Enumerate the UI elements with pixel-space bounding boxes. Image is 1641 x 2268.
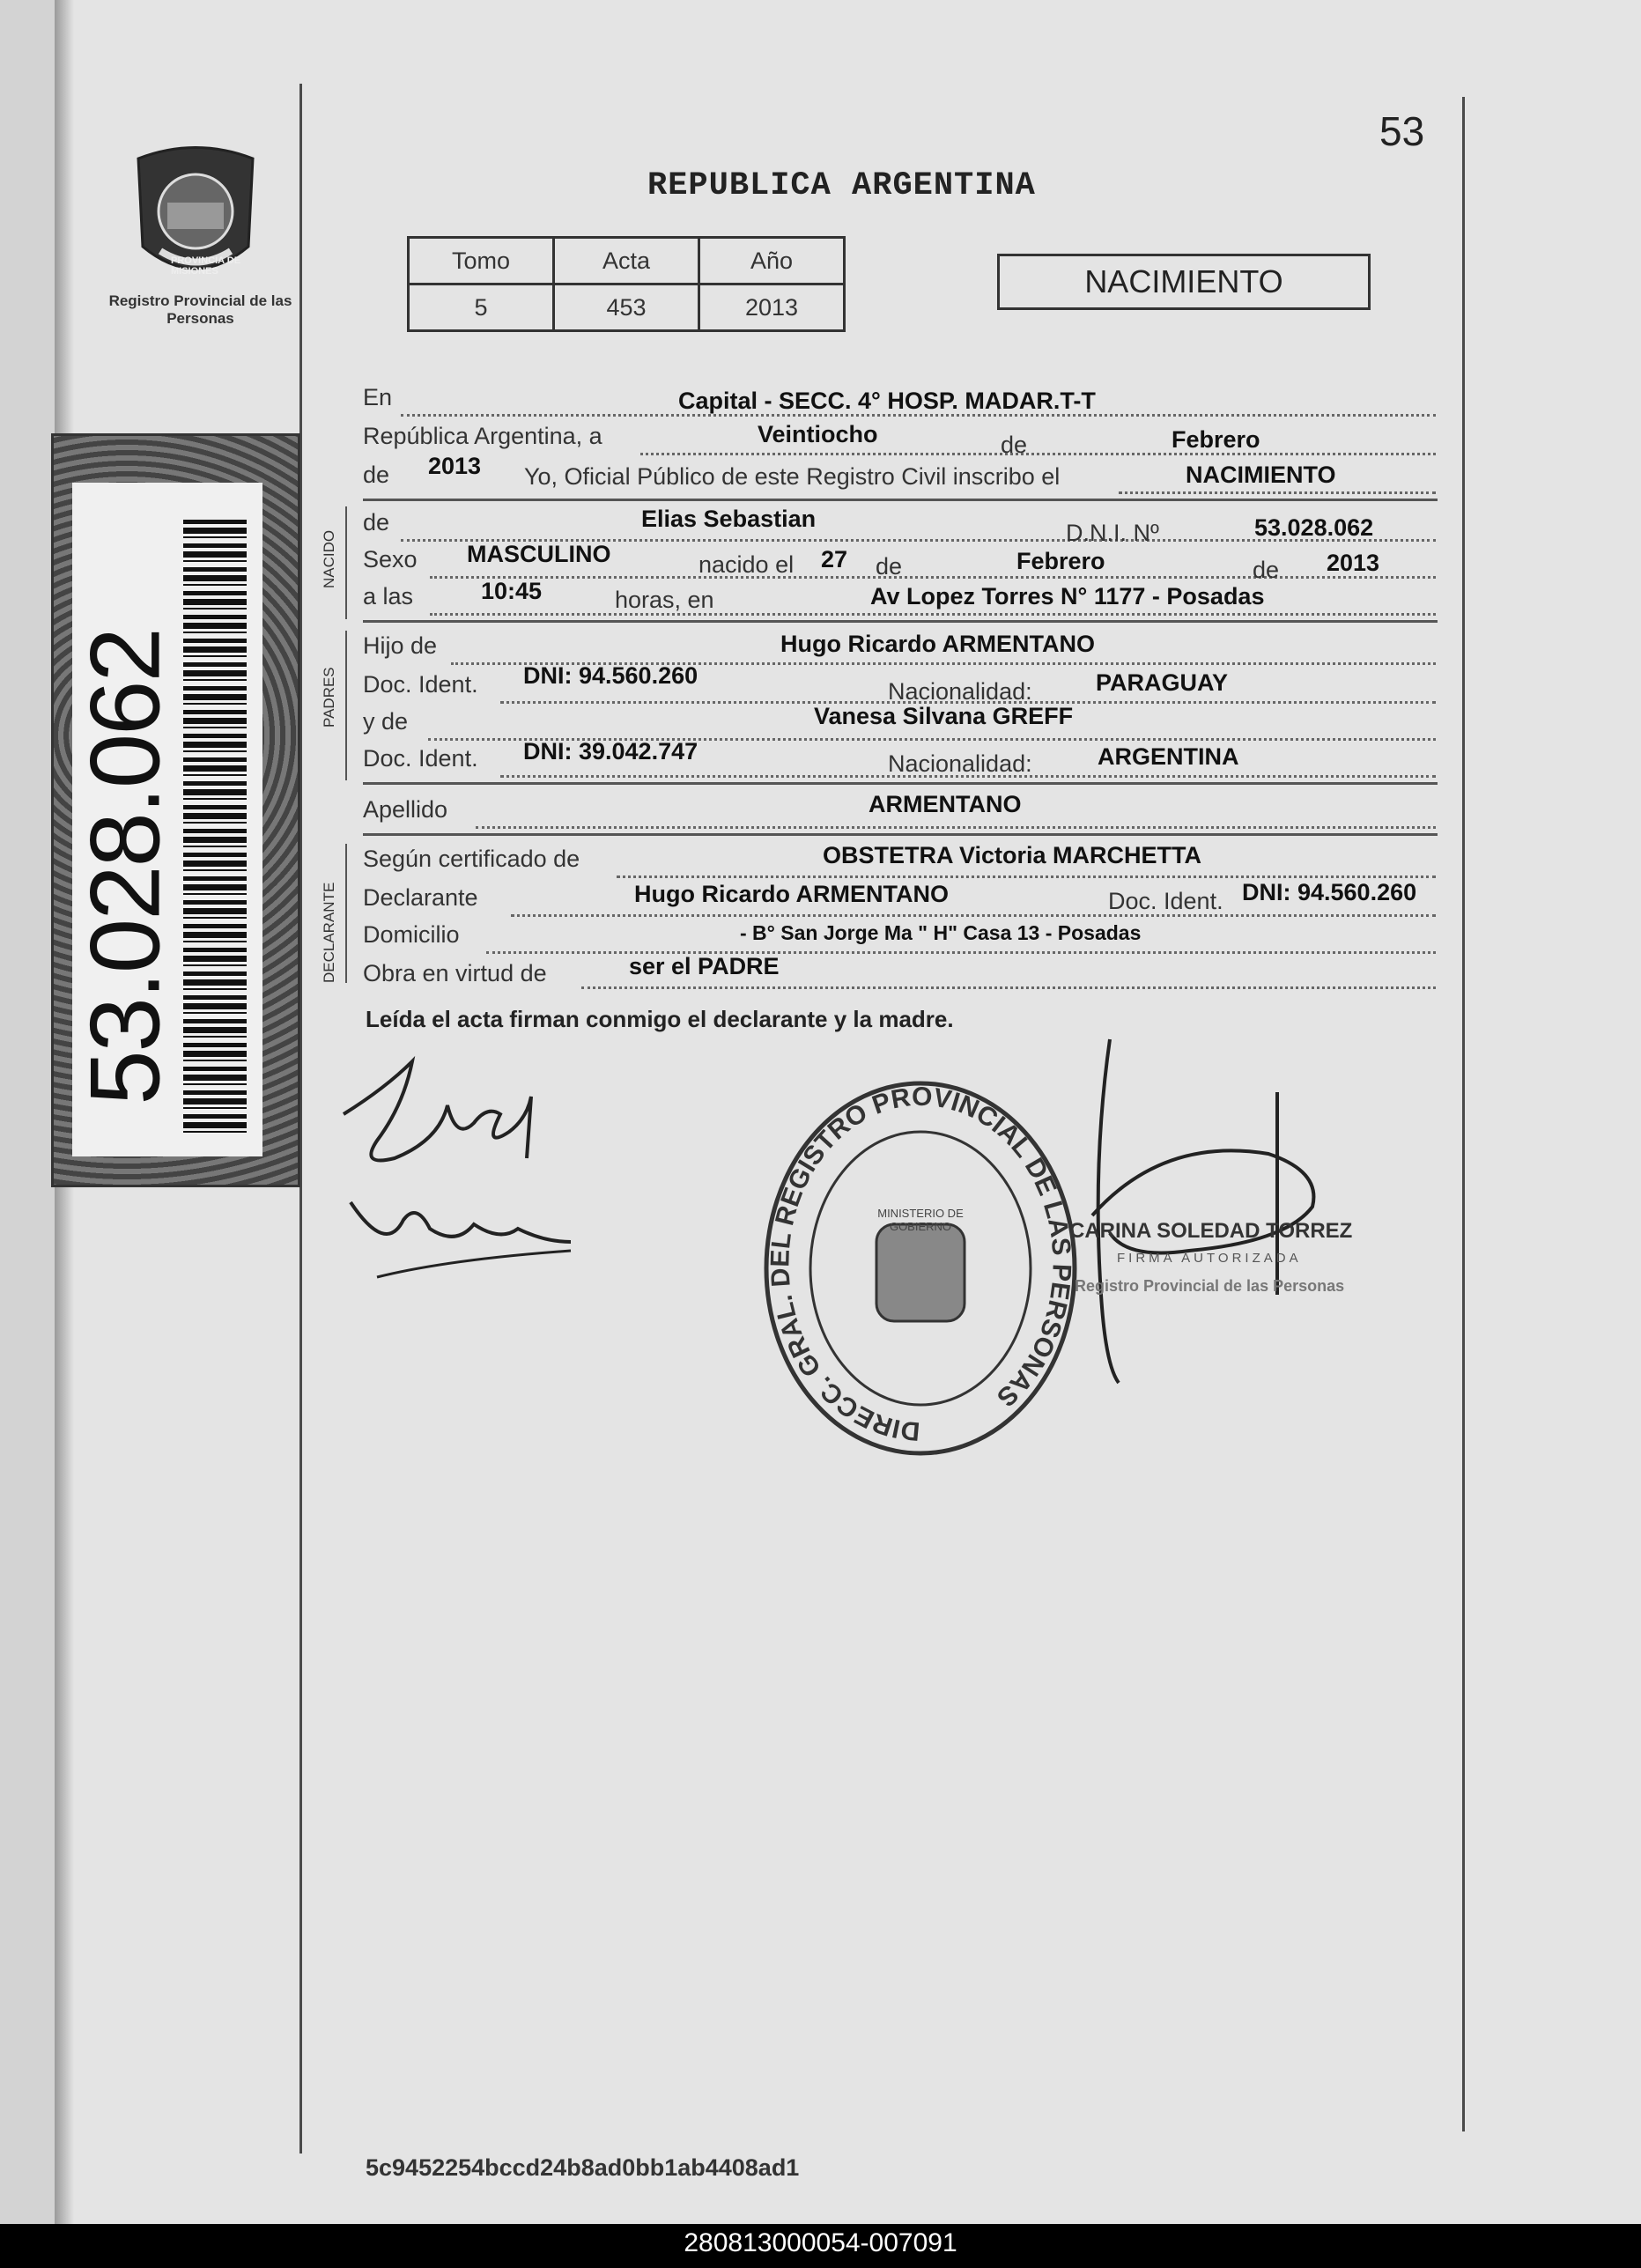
table-header-acta: Acta (554, 238, 699, 284)
statement-value: NACIMIENTO (1186, 462, 1336, 488)
father-doc-label: Doc. Ident. (363, 671, 478, 698)
dotted-line (640, 451, 1436, 455)
birth-time: 10:45 (481, 578, 543, 604)
child-name: Elias Sebastian (641, 506, 817, 532)
official-name: CARINA SOLEDAD TORREZ (1069, 1219, 1353, 1243)
section-nacido: NACIDO (321, 529, 337, 588)
birth-year: 2013 (1327, 550, 1380, 576)
table-value-tomo: 5 (409, 284, 554, 331)
section-divider (363, 620, 1438, 623)
en-value: Capital - SECC. 4° HOSP. MADAR.T-T (678, 388, 1096, 414)
barcode-bars (183, 520, 247, 1136)
footer-id: 280813000054-007091 (684, 2228, 957, 2257)
table-header-ano: Año (699, 238, 845, 284)
section-divider (363, 833, 1438, 836)
father-nationality: PARAGUAY (1096, 669, 1229, 696)
birth-day: 27 (821, 546, 848, 573)
stamp-text: DIRECC. GRAL. DEL REGISTRO PROVINCIAL DE LAS PERSONAS (765, 1082, 1076, 1446)
mother-name: Vanesa Silvana GREFF (814, 703, 1074, 729)
nacido-el-label: nacido el (699, 551, 795, 578)
table-header-tomo: Tomo (409, 238, 554, 284)
act-type-box (997, 254, 1371, 310)
day-words: Veintiocho (758, 421, 878, 447)
month-value: Febrero (1172, 426, 1260, 453)
hijo-label: Hijo de (363, 632, 438, 659)
margin-rule-right (1462, 97, 1465, 2131)
dotted-line (430, 611, 1436, 616)
birth-month: Febrero (1016, 548, 1105, 574)
table-value-acta: 453 (554, 284, 699, 331)
act-type: NACIMIENTO (1084, 263, 1283, 299)
declarante-doc-label: Doc. Ident. (1108, 888, 1223, 914)
dotted-line (476, 824, 1436, 829)
section-padres: PADRES (321, 667, 337, 728)
section-bracket (345, 844, 347, 983)
registry-stamp (762, 1079, 1079, 1458)
section-divider (363, 499, 1438, 501)
nacido-de-label: de (363, 509, 390, 536)
y-de-label: y de (363, 708, 409, 735)
stamp-inner-text: MINISTERIO DE GOBIERNO (877, 1207, 964, 1233)
logo-caption: Registro Provincial de las Personas (108, 292, 292, 327)
father-signature (333, 1053, 588, 1290)
dotted-line (617, 874, 1436, 878)
year-value: 2013 (428, 453, 482, 479)
logo-seal-text: PROVINCIA DE MISIONES (171, 255, 241, 277)
section-declarante: DECLARANTE (321, 882, 337, 983)
domicilio-label: Domicilio (363, 921, 460, 948)
section-bracket (345, 506, 347, 619)
mother-nationality: ARGENTINA (1098, 743, 1239, 770)
left-page-edge (0, 0, 58, 2224)
statement-text: Yo, Oficial Público de este Registro Civil inscribo el (524, 463, 1061, 490)
section-divider (363, 782, 1438, 785)
declarante-value: Hugo Ricardo ARMENTANO (634, 881, 949, 907)
apellido-value: ARMENTANO (869, 791, 1022, 817)
father-nationality-label: Nacionalidad: (888, 678, 1032, 705)
domicilio-value: - B° San Jorge Ma " H" Casa 13 - Posadas (740, 921, 1142, 944)
table-value-ano: 2013 (699, 284, 845, 331)
registry-table (407, 236, 846, 332)
a-las-label: a las (363, 583, 414, 609)
father-name: Hugo Ricardo ARMENTANO (780, 631, 1095, 657)
dni-label: D.N.I. Nº (1066, 520, 1159, 546)
birth-de-label-2: de (1253, 557, 1280, 583)
official-office: Registro Provincial de las Personas (1075, 1277, 1345, 1295)
horas-label: horas, en (615, 587, 714, 613)
declarante-doc: DNI: 94.560.260 (1242, 879, 1417, 905)
section-bracket (345, 631, 347, 780)
obra-value: ser el PADRE (629, 953, 780, 979)
page-title: REPUBLICA ARGENTINA (647, 167, 1036, 204)
sexo-label: Sexo (363, 546, 418, 573)
mother-doc: DNI: 39.042.747 (523, 738, 699, 765)
dotted-line (511, 912, 1436, 917)
certificado-label: Según certificado de (363, 846, 580, 872)
official-signature (1057, 1031, 1418, 1392)
barcode-number: 53.028.062 (70, 629, 181, 1105)
closing-text: Leída el acta firman conmigo el declarante y la madre. (366, 1006, 954, 1032)
dotted-line (581, 985, 1436, 989)
page-number: 53 (1379, 108, 1425, 154)
official-role: FIRMA AUTORIZADA (1117, 1251, 1302, 1266)
de-label: de (1001, 432, 1028, 458)
republica-label: República Argentina, a (363, 423, 602, 449)
certificado-value: OBSTETRA Victoria MARCHETTA (823, 842, 1202, 868)
apellido-label: Apellido (363, 796, 448, 823)
birth-de-label: de (876, 553, 903, 580)
document-hash: 5c9452254bccd24b8ad0bb1ab4408ad1 (366, 2154, 800, 2181)
mother-nationality-label: Nacionalidad: (888, 750, 1032, 777)
stamp-emblem-icon (876, 1224, 965, 1321)
father-doc: DNI: 94.560.260 (523, 662, 699, 689)
birth-place: Av Lopez Torres N° 1177 - Posadas (870, 583, 1265, 609)
sexo-value: MASCULINO (467, 541, 611, 567)
mother-doc-label: Doc. Ident. (363, 745, 478, 772)
declarante-label: Declarante (363, 884, 478, 911)
child-dni: 53.028.062 (1254, 514, 1374, 541)
dotted-line (1119, 490, 1436, 494)
en-label: En (363, 384, 393, 410)
obra-label: Obra en virtud de (363, 960, 547, 986)
dotted-line (430, 574, 1436, 579)
year-prefix-label: de (363, 462, 390, 488)
